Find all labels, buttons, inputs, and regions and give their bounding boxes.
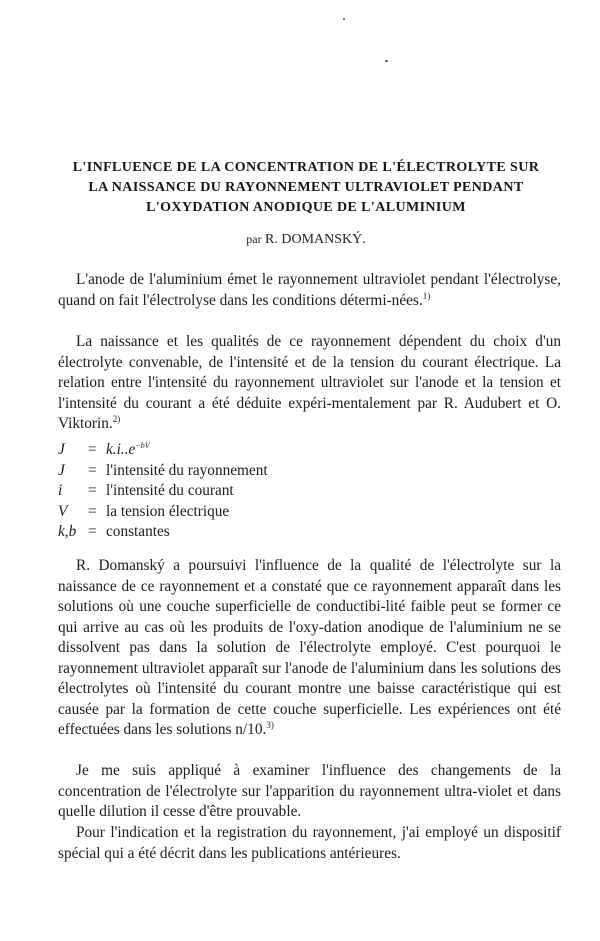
- paragraph-2-text: La naissance et les qualités de ce rayonnement dépendent du choix d'un électrolyte convenable, de l'intensité et de la tension du courant électrique. La relation entre l'intensité du rayonnement ultraviolet sur l'anode et la tension et l'intensité du courant a été déduite expéri-mentalement par R. Audubert et O. Viktorin.: [58, 333, 561, 432]
- paragraph-3: [58, 556, 561, 741]
- definition-symbol: J: [58, 461, 65, 479]
- scan-speck: [385, 60, 388, 62]
- paragraph-4-text: Je me suis appliqué à examiner l'influence des changements de la concentration de l'électrolyte sur l'apparition du rayonnement ultra-violet et dans quelle dilution il cesse d'être prouvable.: [58, 762, 561, 820]
- paragraph-1: [58, 270, 561, 311]
- formula-symbol: J: [58, 441, 65, 458]
- definition-text: l'intensité du courant: [106, 482, 234, 499]
- article-title: [50, 158, 562, 218]
- title-line-3: L'OXYDATION ANODIQUE DE L'ALUMINIUM: [146, 200, 466, 215]
- definition-row: [58, 522, 358, 543]
- formula-equals: =: [88, 441, 97, 458]
- definition-text: constantes: [106, 523, 170, 540]
- definition-row: [58, 481, 358, 502]
- definition-equals: =: [88, 482, 97, 499]
- formula-rhs: k.i..e: [106, 441, 136, 458]
- formula-main: [58, 440, 358, 461]
- scan-speck: [343, 18, 345, 20]
- paragraph-4: [58, 761, 561, 823]
- author-byline: [0, 232, 600, 248]
- definition-row: [58, 461, 358, 482]
- definition-symbol: k,b: [58, 523, 77, 540]
- footnote-ref-1: 1): [422, 290, 431, 301]
- definition-row: [58, 502, 358, 523]
- formula-block: [58, 440, 358, 543]
- definition-equals: =: [88, 523, 97, 540]
- formula-exponent: −bV: [135, 441, 150, 450]
- definition-text: l'intensité du rayonnement: [106, 461, 268, 479]
- definition-equals: =: [88, 502, 97, 520]
- title-line-2: LA NAISSANCE DU RAYONNEMENT ULTRAVIOLET PENDANT: [88, 180, 524, 195]
- paragraph-2: [58, 332, 561, 435]
- paragraph-5: [58, 823, 561, 864]
- paragraph-3-text: R. Domanský a poursuivi l'influence de la qualité de l'électrolyte sur la naissance de ce rayonnement et a constaté que ce rayonnement apparaît dans les solutions où une couche superficielle de conductibi-lité faible peut se former ce qui arrive au cas où les produits de l'oxy-dation anodique de l'aluminium ne se dissolvent pas dans la solution de l'électrolyte employé. C'est pourquoi le rayonnement ultraviolet apparaît sur l'anode de l'aluminium dans les solutions des électrolytes où l'intensité du courant montre une baisse caractéristique qui est causée par la formation de cette couche superficielle. Les expériences ont été effectuées dans les solutions n/10.: [58, 557, 561, 738]
- definition-symbol: i: [58, 482, 63, 499]
- footnote-ref-2: 2): [112, 413, 121, 424]
- author-name: R. DOMANSKÝ.: [265, 232, 366, 247]
- definition-text: la tension électrique: [106, 502, 230, 520]
- title-line-1: L'INFLUENCE DE LA CONCENTRATION DE L'ÉLECTROLYTE SUR: [72, 160, 540, 175]
- footnote-ref-3: 3): [266, 719, 274, 730]
- definition-symbol: V: [58, 502, 68, 520]
- byline-par: par: [246, 232, 262, 246]
- paragraph-5-text: Pour l'indication et la registration du rayonnement, j'ai employé un dispositif spécial qui a été décrit dans les publications antérieures.: [58, 824, 561, 862]
- definition-equals: =: [88, 461, 97, 479]
- paragraph-1-text: L'anode de l'aluminium émet le rayonnement ultraviolet pendant l'électrolyse, quand on fait l'électrolyse dans les conditions détermi-nées.: [58, 271, 561, 309]
